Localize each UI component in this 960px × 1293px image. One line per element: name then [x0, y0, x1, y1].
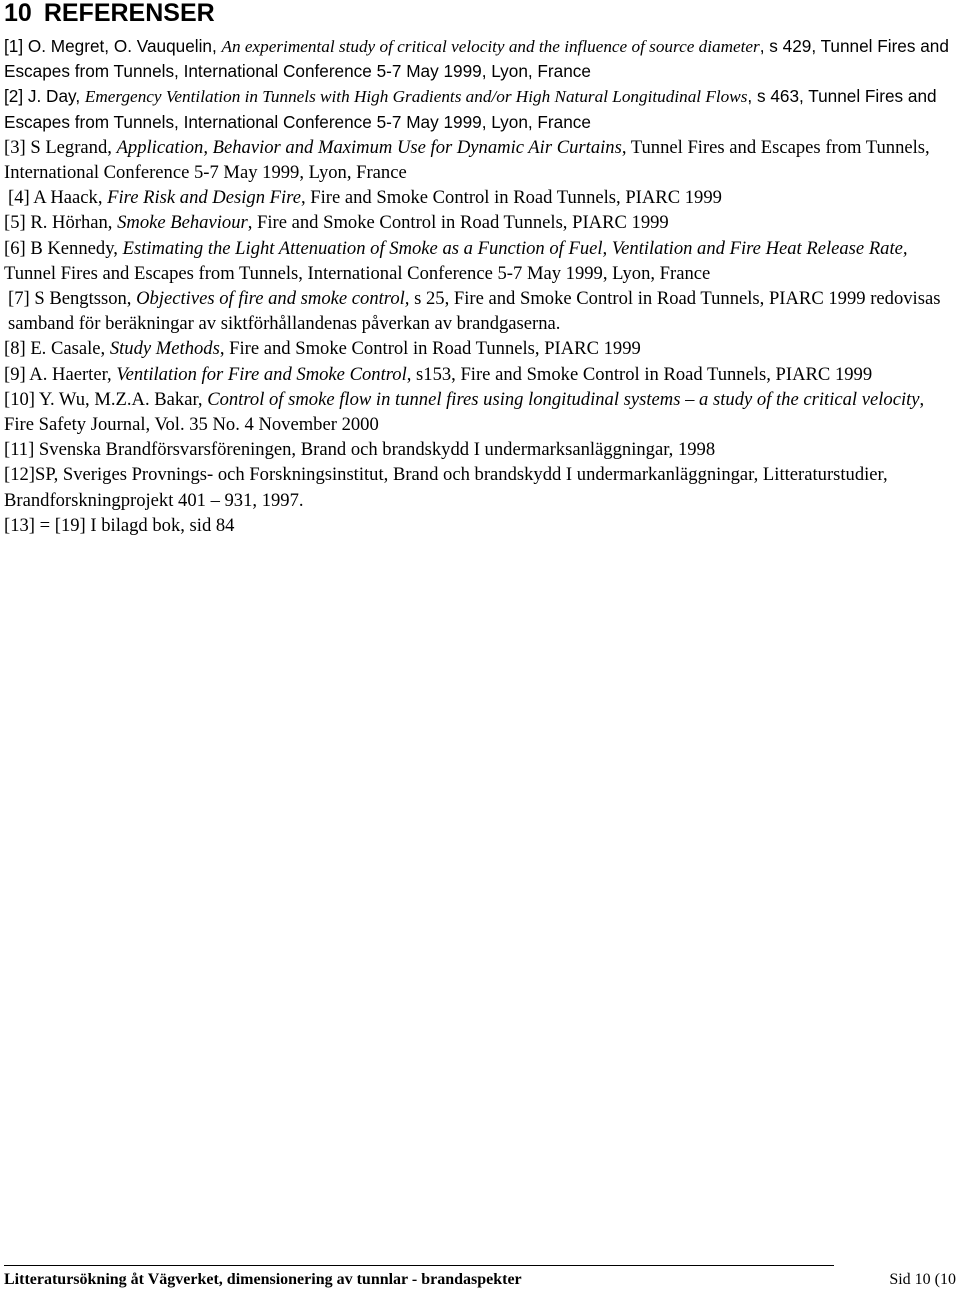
- reference-title: Application, Behavior and Maximum Use for Dynamic Air Curtains: [116, 136, 622, 158]
- reference-item: [4, 135, 954, 185]
- reference-title: Study Methods: [109, 338, 220, 360]
- reference-title: Fire Risk and Design Fire: [107, 187, 301, 209]
- reference-title: Smoke Behaviour: [117, 212, 248, 234]
- reference-source: , Fire and Smoke Control in Road Tunnels, PIARC 1999: [219, 338, 641, 360]
- reference-title: Estimating the Light Attenuation of Smoke as a Function of Fuel, Ventilation and Fire Heat Release Rate,: [122, 237, 908, 259]
- reference-source: , Fire and Smoke Control in Road Tunnels, PIARC 1999: [247, 212, 669, 234]
- reference-source: , Tunnel Fires and Escapes from Tunnels, International Conference 5-7 May 1999, Lyon, France: [4, 136, 930, 184]
- reference-source: , s 463, Tunnel Fires and Escapes from Tunnels, International Conference 5-7 May 1999, Lyon, France: [4, 86, 937, 132]
- reference-item: [4, 210, 954, 235]
- document-page: [4, 0, 954, 538]
- reference-item: [4, 362, 954, 387]
- reference-source: , s153, Fire and Smoke Control in Road Tunnels, PIARC 1999: [406, 363, 873, 385]
- reference-authors: [2] J. Day,: [4, 86, 85, 107]
- footer-divider: [4, 1265, 834, 1266]
- section-title: REFERENSER: [43, 0, 215, 27]
- reference-item: [4, 286, 954, 336]
- reference-item: [4, 236, 954, 286]
- reference-title: Emergency Ventilation in Tunnels with High Gradients and/or High Natural Longitudinal Flows: [84, 87, 748, 107]
- reference-item: [4, 34, 954, 84]
- reference-text: [13] = [19] I bilagd bok, sid 84: [4, 514, 235, 536]
- reference-authors: [1] O. Megret, O. Vauquelin,: [4, 36, 222, 56]
- reference-item: [4, 437, 954, 462]
- reference-authors: [9] A. Haerter,: [4, 363, 117, 385]
- reference-source: Tunnel Fires and Escapes from Tunnels, International Conference 5-7 May 1999, Lyon, France: [4, 262, 711, 284]
- reference-source: s 25, Fire and Smoke Control in Road Tunnels, PIARC 1999 redovisas samband för beräkningar av siktförhållandenas påverkan av brandgaserna.: [8, 288, 941, 335]
- reference-authors: [10] Y. Wu, M.Z.A. Bakar,: [4, 388, 208, 410]
- footer-document-title: Litteratursökning åt Vägverket, dimensionering av tunnlar - brandaspekter: [4, 1271, 522, 1288]
- footer-page-number: Sid 10 (10: [889, 1271, 956, 1288]
- reference-authors: [7] S Bengtsson,: [8, 288, 137, 310]
- reference-item: [4, 387, 954, 437]
- reference-authors: [8] E. Casale,: [4, 338, 110, 360]
- reference-source: , Fire Safety Journal, Vol. 35 No. 4 November 2000: [4, 388, 925, 436]
- reference-item: [4, 185, 954, 210]
- reference-source: , s 429, Tunnel Fires and Escapes from Tunnels, International Conference 5-7 May 1999, Lyon, France: [4, 36, 949, 82]
- reference-title: Objectives of fire and smoke control,: [136, 288, 410, 310]
- reference-authors: [5] R. Hörhan,: [4, 212, 118, 234]
- reference-item: [4, 462, 954, 512]
- reference-item: [4, 336, 954, 361]
- reference-list: [4, 34, 954, 538]
- section-number: 10: [4, 0, 32, 27]
- reference-title: Control of smoke flow in tunnel fires using longitudinal systems – a study of the critical velocity: [207, 388, 920, 410]
- reference-text: [11] Svenska Brandförsvarsföreningen, Brand och brandskydd I undermarksanläggningar, 1998: [4, 439, 716, 461]
- reference-authors: [3] S Legrand,: [4, 136, 117, 158]
- reference-title: Ventilation for Fire and Smoke Control: [116, 363, 407, 385]
- reference-title: An experimental study of critical velocity and the influence of source diameter: [221, 37, 760, 56]
- reference-item: [4, 84, 954, 134]
- reference-item: [4, 513, 954, 538]
- reference-authors: [4] A Haack,: [8, 187, 108, 209]
- reference-authors: [6] B Kennedy,: [4, 237, 123, 259]
- reference-text: [12]SP, Sveriges Provnings- och Forskningsinstitut, Brand och brandskydd I undermarkanläggningar, Litteraturstudier, Brandforskningprojekt 401 – 931, 1997.: [4, 464, 888, 511]
- reference-source: , Fire and Smoke Control in Road Tunnels, PIARC 1999: [300, 187, 722, 209]
- section-heading: [4, 0, 954, 30]
